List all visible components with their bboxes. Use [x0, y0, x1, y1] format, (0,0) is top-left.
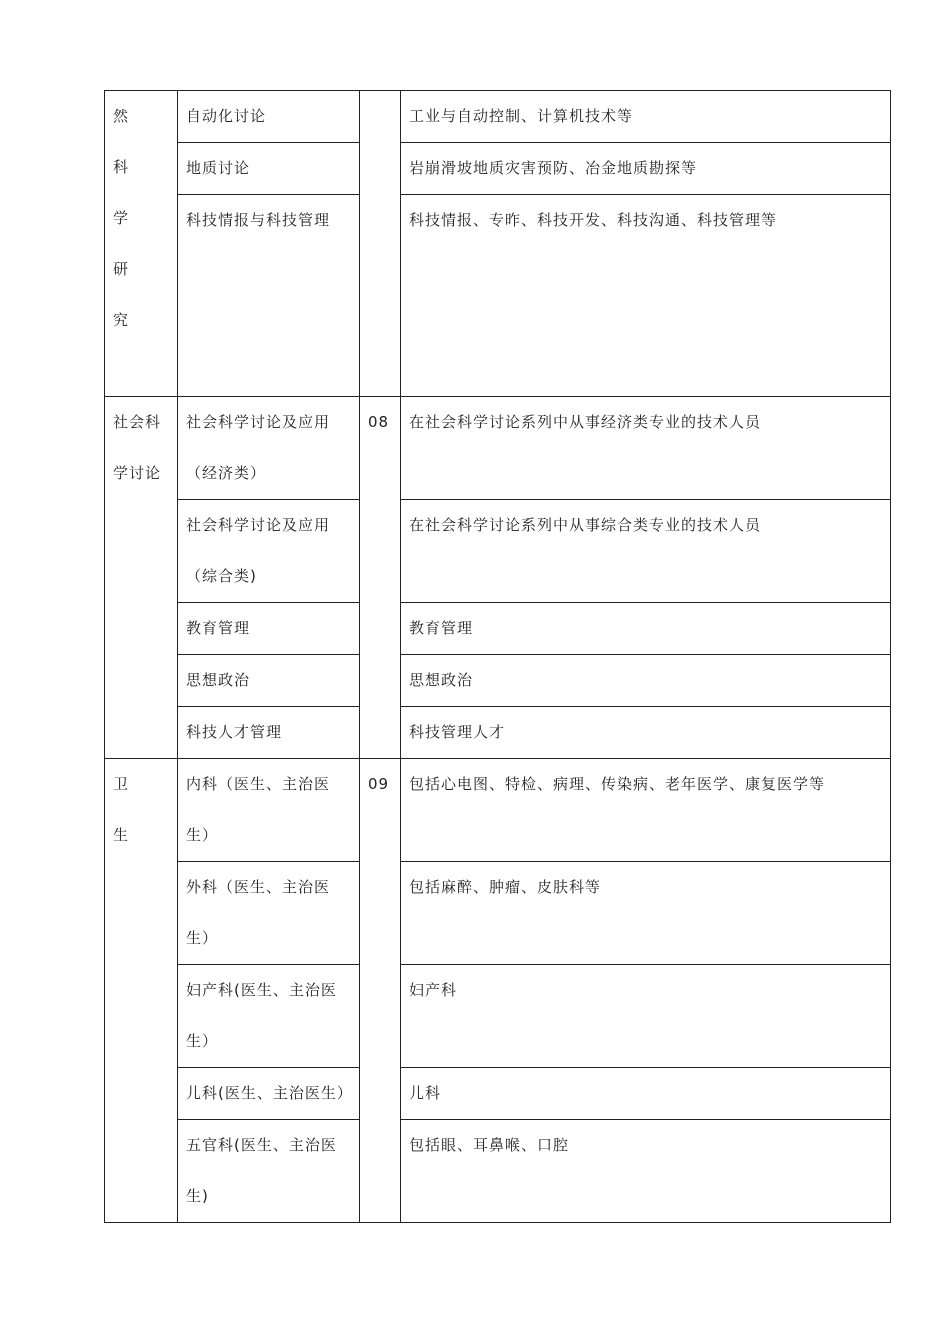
table-row: [105, 500, 891, 603]
code-cell: [360, 91, 401, 397]
category-text: 社会科: [113, 413, 162, 431]
description-cell: 工业与自动控制、计算机技术等: [401, 91, 891, 143]
category-text: 然: [113, 107, 130, 125]
subcategory-cell: 社会科学讨论及应用 （综合类): [178, 500, 360, 603]
table-row: [105, 1068, 891, 1120]
subcategory-cell: 社会科学讨论及应用 （经济类）: [178, 397, 360, 500]
subcategory-cell: 科技情报与科技管理: [178, 195, 360, 397]
subcategory-cell: 妇产科(医生、主治医 生）: [178, 965, 360, 1068]
description-cell: 包括眼、耳鼻喉、口腔: [401, 1120, 891, 1223]
subcategory-cell: 地质讨论: [178, 143, 360, 195]
category-text: 科: [113, 158, 130, 176]
subcategory-cell: 自动化讨论: [178, 91, 360, 143]
category-cell-social-science: [105, 397, 178, 759]
table-row: [105, 1120, 891, 1223]
professional-category-table: [104, 90, 891, 1223]
subcategory-cell: 儿科(医生、主治医生）: [178, 1068, 360, 1120]
subcategory-cell: 外科（医生、主治医 生）: [178, 862, 360, 965]
category-cell-natural-science: [105, 91, 178, 397]
table-row: [105, 603, 891, 655]
table-row: [105, 862, 891, 965]
category-text: 究: [113, 311, 130, 329]
table-row: [105, 397, 891, 500]
table-row: [105, 91, 891, 143]
subcategory-cell: 五官科(医生、主治医 生): [178, 1120, 360, 1223]
description-cell: 妇产科: [401, 965, 891, 1068]
subcategory-cell: 教育管理: [178, 603, 360, 655]
description-cell: 在社会科学讨论系列中从事综合类专业的技术人员: [401, 500, 891, 603]
subcategory-cell: 科技人才管理: [178, 707, 360, 759]
table-row: [105, 655, 891, 707]
description-cell: 包括心电图、特检、病理、传染病、老年医学、康复医学等: [401, 759, 891, 862]
category-text: 学讨论: [113, 464, 162, 482]
description-cell: 教育管理: [401, 603, 891, 655]
category-text: 研: [113, 260, 130, 278]
subcategory-cell: 内科（医生、主治医 生）: [178, 759, 360, 862]
description-cell: 科技情报、专昨、科技开发、科技沟通、科技管理等: [401, 195, 891, 397]
code-cell: 08: [360, 397, 401, 759]
description-cell: 思想政治: [401, 655, 891, 707]
description-cell: 儿科: [401, 1068, 891, 1120]
category-text: 学: [113, 209, 130, 227]
table-row: [105, 965, 891, 1068]
code-cell: 09: [360, 759, 401, 1223]
table-row: [105, 195, 891, 397]
description-cell: 包括麻醉、肿瘤、皮肤科等: [401, 862, 891, 965]
description-cell: 岩崩滑坡地质灾害预防、冶金地质勘探等: [401, 143, 891, 195]
table-row: [105, 759, 891, 862]
category-cell-health: [105, 759, 178, 1223]
table-row: [105, 707, 891, 759]
description-cell: 在社会科学讨论系列中从事经济类专业的技术人员: [401, 397, 891, 500]
description-cell: 科技管理人才: [401, 707, 891, 759]
subcategory-cell: 思想政治: [178, 655, 360, 707]
table-row: [105, 143, 891, 195]
category-text: 卫: [113, 775, 130, 793]
category-text: 生: [113, 826, 130, 844]
